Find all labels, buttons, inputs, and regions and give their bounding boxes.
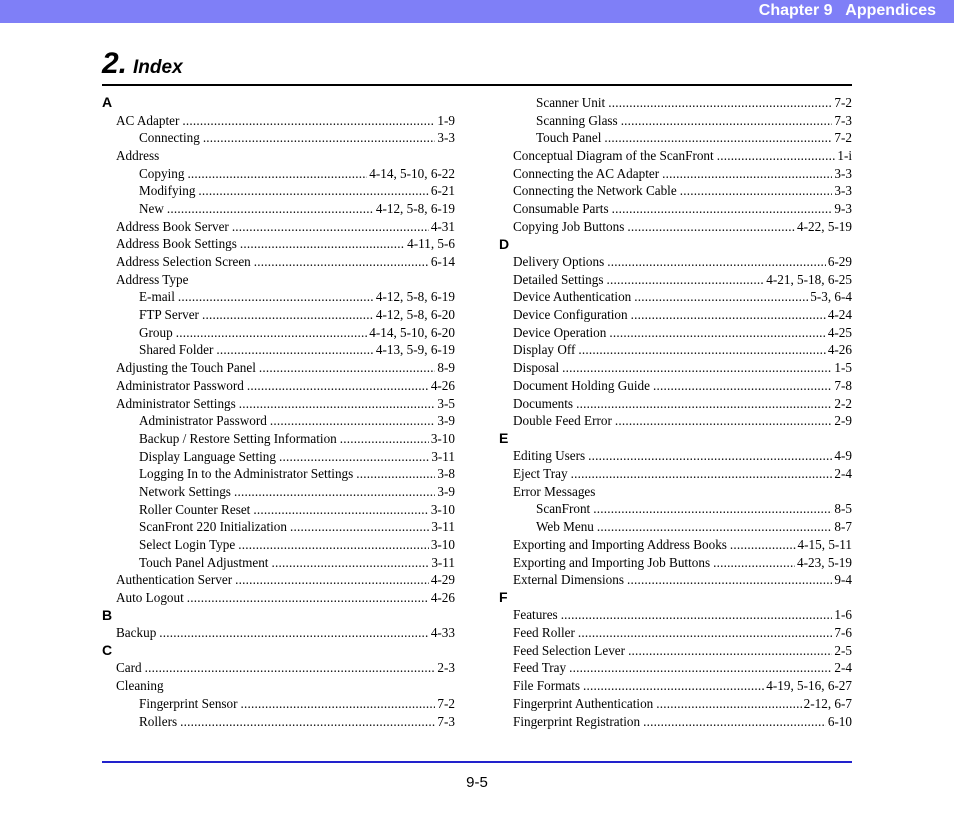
chapter-header-bar xyxy=(0,0,954,23)
page-reference-link[interactable]: 4-11, 5-6 xyxy=(407,236,455,252)
index-term: Touch Panel Adjustment xyxy=(139,554,269,570)
dot-leader xyxy=(159,624,429,642)
page-reference-link[interactable]: 4-31 xyxy=(430,218,455,234)
index-term: Copying xyxy=(139,165,185,181)
dot-leader xyxy=(634,288,808,306)
page-reference-link[interactable]: 4-25 xyxy=(827,324,852,340)
index-term: Logging In to the Administrator Settings xyxy=(139,466,354,482)
dot-leader xyxy=(597,518,833,536)
page-reference-link[interactable]: 3-9 xyxy=(437,413,455,429)
dot-leader xyxy=(578,341,825,359)
index-term: Adjusting the Touch Panel xyxy=(116,360,256,376)
dot-leader xyxy=(569,659,832,677)
dot-leader xyxy=(583,677,764,695)
index-letter-heading: B xyxy=(102,606,113,623)
index-term: File Formats xyxy=(513,678,581,694)
index-entry xyxy=(499,253,852,271)
index-term: Fingerprint Authentication xyxy=(513,695,654,711)
index-term: FTP Server xyxy=(139,307,199,323)
dot-leader xyxy=(621,112,833,130)
index-letter-heading: C xyxy=(102,641,113,658)
index-term: Modifying xyxy=(139,183,196,199)
index-term: Group xyxy=(139,324,173,340)
index-term: Auto Logout xyxy=(116,590,184,606)
index-term: Double Feed Error xyxy=(513,413,612,429)
page-reference-link[interactable]: 4-29 xyxy=(430,572,455,588)
page-reference-link[interactable]: 7-8 xyxy=(834,377,852,393)
index-term: Connecting the Network Cable xyxy=(513,183,677,199)
index-term: Backup / Restore Setting Information xyxy=(139,430,337,446)
page-reference-link[interactable]: 3-11 xyxy=(431,519,455,535)
dot-leader xyxy=(253,501,428,519)
index-entry xyxy=(499,200,852,218)
index-entry xyxy=(102,677,455,695)
dot-leader xyxy=(240,235,405,253)
page-reference-link[interactable]: 5-3, 6-4 xyxy=(810,289,852,305)
page-reference-link[interactable]: 3-10 xyxy=(430,430,455,446)
dot-leader xyxy=(216,341,374,359)
index-letter-heading: F xyxy=(499,588,508,605)
index-term: Display Off xyxy=(513,342,576,358)
index-term: Network Settings xyxy=(139,483,231,499)
index-entry xyxy=(499,447,852,465)
index-entry xyxy=(499,271,852,289)
page-reference-link[interactable]: 4-9 xyxy=(834,448,852,464)
index-entry xyxy=(499,412,852,430)
page-reference-link[interactable]: 9-4 xyxy=(834,572,852,588)
page-reference-link[interactable]: 4-12, 5-8, 6-19 xyxy=(375,289,455,305)
page-reference-link[interactable]: 2-3 xyxy=(437,660,455,676)
index-subentry xyxy=(499,94,852,112)
index-term: ScanFront xyxy=(536,501,591,517)
index-entry xyxy=(102,112,455,130)
page-reference-link[interactable]: 1-9 xyxy=(437,112,455,128)
index-entry xyxy=(499,306,852,324)
dot-leader xyxy=(628,642,832,660)
index-term: Select Login Type xyxy=(139,537,236,552)
page-reference-link[interactable]: 3-11 xyxy=(431,448,455,464)
page-reference-link[interactable]: 2-2 xyxy=(834,395,852,411)
index-term: Address xyxy=(116,147,160,163)
index-entry xyxy=(499,642,852,660)
dot-leader xyxy=(239,395,436,413)
index-entry xyxy=(499,677,852,695)
index-entry xyxy=(499,147,852,165)
page-reference-link[interactable]: 4-26 xyxy=(430,590,455,606)
index-entry xyxy=(499,624,852,642)
page-reference-link[interactable]: 6-21 xyxy=(430,183,455,199)
index-term: Display Language Setting xyxy=(139,448,276,464)
index-entry xyxy=(499,359,852,377)
index-letter-heading: A xyxy=(102,94,113,110)
dot-leader xyxy=(656,695,801,713)
index-subentry xyxy=(102,536,455,554)
page-reference-link[interactable]: 3-10 xyxy=(430,537,455,552)
page-reference-link[interactable]: 2-5 xyxy=(834,642,852,658)
index-subentry xyxy=(102,448,455,466)
page-reference-link[interactable]: 9-3 xyxy=(834,201,852,217)
dot-leader xyxy=(182,112,435,130)
dot-leader xyxy=(270,412,436,430)
chapter-title: Chapter 9 Appendices xyxy=(758,2,936,19)
index-entry xyxy=(499,341,852,359)
dot-leader xyxy=(187,589,429,607)
page-reference-link[interactable]: 3-8 xyxy=(437,466,455,482)
page-reference-link[interactable]: 4-14, 5-10, 6-22 xyxy=(369,165,455,181)
dot-leader xyxy=(627,218,795,236)
index-entry xyxy=(102,624,455,642)
index-subentry xyxy=(499,112,852,130)
index-term: Device Authentication xyxy=(513,289,632,305)
index-entry xyxy=(499,182,852,200)
page-reference-link[interactable]: 7-6 xyxy=(834,625,852,641)
index-term: External Dimensions xyxy=(513,572,624,588)
index-term: Feed Tray xyxy=(513,660,567,676)
index-subentry xyxy=(102,483,455,501)
index-term: Address Book Settings xyxy=(116,236,237,252)
dot-leader xyxy=(627,571,832,589)
dot-leader xyxy=(730,536,796,554)
page-reference-link[interactable]: 6-29 xyxy=(827,254,852,269)
dot-leader xyxy=(178,288,374,306)
index-entry xyxy=(102,395,455,413)
dot-leader xyxy=(271,554,429,572)
footer-divider xyxy=(102,761,852,763)
dot-leader xyxy=(198,182,428,200)
index-term: Delivery Options xyxy=(513,254,605,269)
page-reference-link[interactable]: 6-10 xyxy=(827,713,852,729)
page-reference-link[interactable]: 7-3 xyxy=(437,713,455,729)
dot-leader xyxy=(235,571,429,589)
page-reference-link[interactable]: 8-7 xyxy=(834,519,852,535)
index-entry xyxy=(499,218,852,236)
index-entry xyxy=(499,695,852,713)
dot-leader xyxy=(180,713,435,731)
index-entry xyxy=(499,288,852,306)
page-reference-link[interactable]: 6-14 xyxy=(430,254,455,269)
index-term: Eject Tray xyxy=(513,466,568,482)
page-reference-link[interactable]: 8-9 xyxy=(437,360,455,376)
dot-leader xyxy=(717,147,836,165)
index-entry xyxy=(499,483,852,501)
index-entry xyxy=(102,377,455,395)
index-entry xyxy=(102,235,455,253)
index-entry xyxy=(499,465,852,483)
dot-leader xyxy=(576,395,832,413)
index-term: Shared Folder xyxy=(139,342,214,358)
page-reference-link[interactable]: 3-9 xyxy=(437,483,455,499)
dot-leader xyxy=(643,713,826,731)
index-subentry xyxy=(499,518,852,536)
page-reference-link[interactable]: 4-22, 5-19 xyxy=(797,218,852,234)
index-term: Exporting and Importing Address Books xyxy=(513,536,727,552)
index-subentry xyxy=(102,182,455,200)
index-letter-heading: D xyxy=(499,235,510,252)
index-term: Documents xyxy=(513,395,574,411)
index-subentry xyxy=(102,341,455,359)
index-subentry xyxy=(499,129,852,147)
dot-leader xyxy=(606,271,764,289)
page-reference-link[interactable]: 4-26 xyxy=(827,342,852,358)
page-reference-link[interactable]: 7-2 xyxy=(437,695,455,711)
index-term: Error Messages xyxy=(513,483,596,499)
index-term: Address Book Server xyxy=(116,218,229,234)
dot-leader xyxy=(247,377,429,395)
dot-leader xyxy=(176,324,368,342)
page-reference-link[interactable]: 3-3 xyxy=(834,165,852,181)
index-term: Editing Users xyxy=(513,448,586,464)
section-number: 2. xyxy=(102,47,128,80)
index-entry xyxy=(499,659,852,677)
index-subentry xyxy=(102,713,455,731)
index-term: Feed Roller xyxy=(513,625,575,641)
index-entry xyxy=(499,571,852,589)
dot-leader xyxy=(593,500,832,518)
dot-leader xyxy=(609,324,825,342)
dot-leader xyxy=(167,200,374,218)
index-term: Disposal xyxy=(513,360,560,376)
dot-leader xyxy=(578,624,833,642)
section-heading xyxy=(102,47,183,83)
index-subentry xyxy=(102,518,455,536)
index-term: ScanFront 220 Initialization xyxy=(139,519,287,535)
page-reference-link[interactable]: 4-19, 5-16, 6-27 xyxy=(766,678,852,694)
page-reference-link[interactable]: 3-11 xyxy=(431,554,455,570)
index-subentry xyxy=(102,695,455,713)
index-term: Copying Job Buttons xyxy=(513,218,625,234)
index-term: Address Type xyxy=(116,271,189,287)
index-term: Device Configuration xyxy=(513,307,628,323)
index-term: Features xyxy=(513,607,558,623)
index-subentry xyxy=(102,306,455,324)
page-reference-link[interactable]: 3-3 xyxy=(437,130,455,146)
index-entry xyxy=(499,324,852,342)
dot-leader xyxy=(608,94,832,112)
index-term: Conceptual Diagram of the ScanFront xyxy=(513,148,714,164)
index-entry xyxy=(499,536,852,554)
page-reference-link[interactable]: 7-2 xyxy=(834,130,852,146)
index-term: Administrator Password xyxy=(116,377,244,393)
page-reference-link[interactable]: 4-33 xyxy=(430,625,455,641)
index-term: Address Selection Screen xyxy=(116,254,251,269)
page-reference-link[interactable]: 4-26 xyxy=(430,377,455,393)
index-entry xyxy=(102,589,455,607)
dot-leader xyxy=(561,606,833,624)
page-reference-link[interactable]: 7-2 xyxy=(834,95,852,110)
index-term: Card xyxy=(116,660,142,676)
index-entry xyxy=(102,271,455,289)
index-entry xyxy=(499,377,852,395)
dot-leader xyxy=(259,359,436,377)
dot-leader xyxy=(604,129,832,147)
dot-leader xyxy=(145,659,436,677)
index-term: Fingerprint Sensor xyxy=(139,695,238,711)
dot-leader xyxy=(238,536,429,554)
index-entry xyxy=(499,395,852,413)
index-entry xyxy=(102,359,455,377)
index-column-left xyxy=(102,94,455,730)
dot-leader xyxy=(203,129,436,147)
page-reference-link[interactable]: 2-4 xyxy=(834,466,852,482)
page-reference-link[interactable]: 2-9 xyxy=(834,413,852,429)
index-subentry xyxy=(102,412,455,430)
index-entry xyxy=(102,659,455,677)
index-subentry xyxy=(102,324,455,342)
dot-leader xyxy=(653,377,832,395)
page-reference-link[interactable]: 1-i xyxy=(837,148,852,164)
page-reference-link[interactable]: 2-4 xyxy=(834,660,852,676)
index-entry xyxy=(102,147,455,165)
dot-leader xyxy=(241,695,436,713)
dot-leader xyxy=(571,465,833,483)
page-reference-link[interactable]: 3-10 xyxy=(430,501,455,517)
index-term: Rollers xyxy=(139,713,178,729)
index-entry xyxy=(102,218,455,236)
dot-leader xyxy=(607,253,826,271)
dot-leader xyxy=(187,165,367,183)
dot-leader xyxy=(631,306,826,324)
index-term: Administrator Password xyxy=(139,413,267,429)
dot-leader xyxy=(202,306,374,324)
index-subentry xyxy=(102,200,455,218)
dot-leader xyxy=(562,359,832,377)
index-subentry xyxy=(102,554,455,572)
index-term: AC Adapter xyxy=(116,112,180,128)
page-reference-link[interactable]: 1-6 xyxy=(834,607,852,623)
index-term: Cleaning xyxy=(116,678,164,694)
index-entry xyxy=(102,571,455,589)
dot-leader xyxy=(713,554,795,572)
page-number: 9-5 xyxy=(466,774,488,791)
index-term: Connecting the AC Adapter xyxy=(513,165,660,181)
dot-leader xyxy=(615,412,833,430)
index-entry xyxy=(102,253,455,271)
dot-leader xyxy=(612,200,833,218)
index-entry xyxy=(499,713,852,731)
index-subentry xyxy=(102,465,455,483)
page-reference-link[interactable]: 4-13, 5-9, 6-19 xyxy=(375,342,455,358)
index-entry xyxy=(499,554,852,572)
page-reference-link[interactable]: 4-12, 5-8, 6-19 xyxy=(375,200,455,216)
index-term: Authentication Server xyxy=(116,572,233,588)
page-reference-link[interactable]: 4-24 xyxy=(827,307,852,323)
page-reference-link[interactable]: 1-5 xyxy=(834,360,852,376)
index-term: Fingerprint Registration xyxy=(513,713,641,729)
index-term: Device Operation xyxy=(513,324,607,340)
section-title: Index xyxy=(133,57,183,78)
index-term: Detailed Settings xyxy=(513,271,604,287)
index-subentry xyxy=(499,500,852,518)
page-reference-link[interactable]: 8-5 xyxy=(834,501,852,517)
dot-leader xyxy=(588,447,832,465)
dot-leader xyxy=(662,165,832,183)
index-subentry xyxy=(102,501,455,519)
index-subentry xyxy=(102,165,455,183)
dot-leader xyxy=(356,465,435,483)
index-term: Feed Selection Lever xyxy=(513,642,626,658)
dot-leader xyxy=(680,182,833,200)
index-entry xyxy=(499,606,852,624)
index-entry xyxy=(499,165,852,183)
index-letter-heading: E xyxy=(499,429,509,446)
page-reference-link[interactable]: 7-3 xyxy=(834,112,852,128)
index-term: Consumable Parts xyxy=(513,201,609,217)
page-reference-link[interactable]: 4-21, 5-18, 6-25 xyxy=(766,271,852,287)
heading-divider xyxy=(102,84,852,86)
dot-leader xyxy=(232,218,429,236)
index-term: Touch Panel xyxy=(536,130,602,146)
page-reference-link[interactable]: 3-3 xyxy=(834,183,852,199)
index-subentry xyxy=(102,129,455,147)
dot-leader xyxy=(290,518,429,536)
index-term: Roller Counter Reset xyxy=(139,501,251,517)
index-term: New xyxy=(139,200,164,216)
dot-leader xyxy=(340,430,429,448)
index-term: Backup xyxy=(116,625,157,641)
page-reference-link[interactable]: 3-5 xyxy=(437,395,455,411)
page-reference-link[interactable]: 2-12, 6-7 xyxy=(803,695,852,711)
index-term: Exporting and Importing Job Buttons xyxy=(513,554,711,570)
index-term: Connecting xyxy=(139,130,200,146)
page-reference-link[interactable]: 4-23, 5-19 xyxy=(797,554,852,570)
dot-leader xyxy=(254,253,429,271)
index-term: E-mail xyxy=(139,289,175,305)
index-term: Administrator Settings xyxy=(116,395,236,411)
index-term: Document Holding Guide xyxy=(513,377,650,393)
page-reference-link[interactable]: 4-15, 5-11 xyxy=(797,536,852,552)
index-subentry xyxy=(102,430,455,448)
index-term: Scanner Unit xyxy=(536,95,606,110)
index-term: Scanning Glass xyxy=(536,112,618,128)
index-subentry xyxy=(102,288,455,306)
page-reference-link[interactable]: 4-14, 5-10, 6-20 xyxy=(369,324,455,340)
index-term: Web Menu xyxy=(536,519,594,535)
page-reference-link[interactable]: 4-12, 5-8, 6-20 xyxy=(375,307,455,323)
index-column-right xyxy=(499,94,852,730)
dot-leader xyxy=(234,483,435,501)
dot-leader xyxy=(279,448,429,466)
